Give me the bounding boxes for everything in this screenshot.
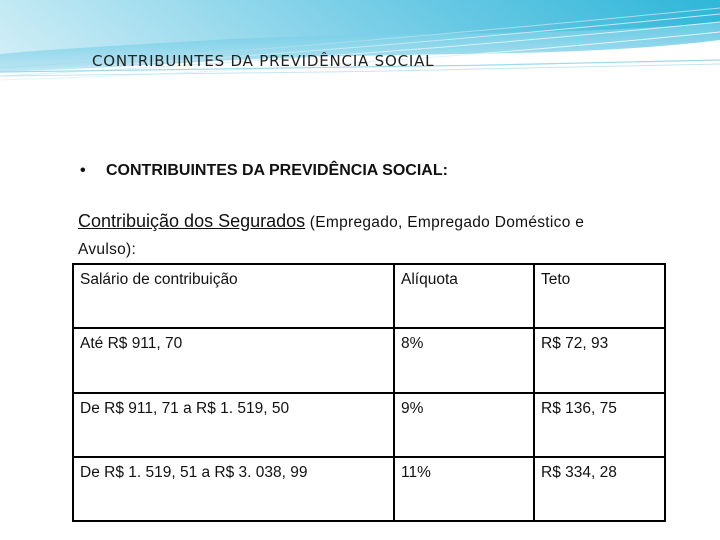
subtitle-rest: (Empregado, Empregado Doméstico e Avulso): (78, 214, 585, 258)
cell-ceiling: R$ 334, 28 (534, 457, 665, 521)
header-cell-rate: Alíquota (394, 264, 534, 328)
bullet-heading (80, 162, 448, 180)
contribution-rate-table (72, 263, 666, 522)
table-header-row (73, 264, 665, 328)
cell-ceiling: R$ 72, 93 (534, 328, 665, 392)
table-row (73, 457, 665, 521)
section-subtitle (78, 208, 638, 263)
header-cell-salary: Salário de contribuição (73, 264, 394, 328)
table-row (73, 328, 665, 392)
cell-rate: 9% (394, 393, 534, 457)
subtitle-underlined: Contribuição dos Segurados (78, 211, 306, 231)
header-cell-ceiling: Teto (534, 264, 665, 328)
table-row (73, 393, 665, 457)
header-banner-decoration (0, 0, 720, 90)
cell-rate: 8% (394, 328, 534, 392)
cell-salary: Até R$ 911, 70 (73, 328, 394, 392)
cell-ceiling: R$ 136, 75 (534, 393, 665, 457)
cell-salary: De R$ 1. 519, 51 a R$ 3. 038, 99 (73, 457, 394, 521)
cell-rate: 11% (394, 457, 534, 521)
bullet-heading-text: CONTRIBUINTES DA PREVIDÊNCIA SOCIAL: (106, 162, 448, 179)
cell-salary: De R$ 911, 71 a R$ 1. 519, 50 (73, 393, 394, 457)
slide-title: CONTRIBUINTES DA PREVIDÊNCIA SOCIAL (92, 52, 435, 70)
bullet-marker: • (80, 162, 86, 179)
